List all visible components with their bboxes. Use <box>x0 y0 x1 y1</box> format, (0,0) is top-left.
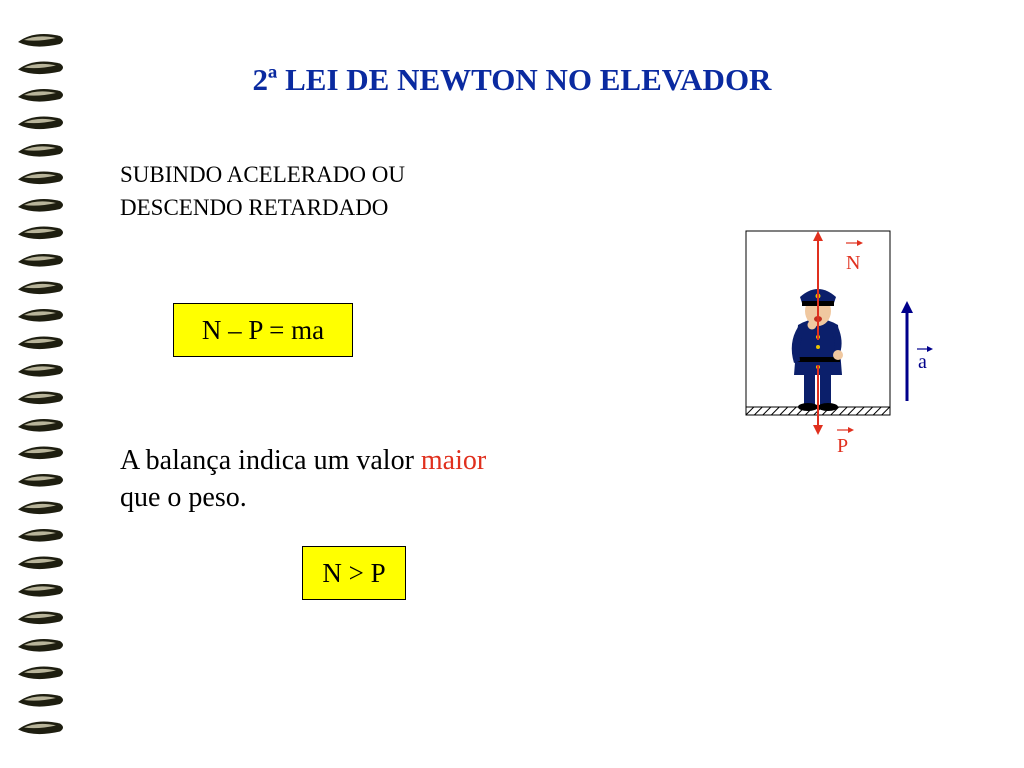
acceleration-arrow <box>901 301 913 401</box>
spiral-ring <box>18 392 63 405</box>
spiral-ring <box>18 419 63 432</box>
scale-statement <box>120 442 600 516</box>
spiral-ring <box>18 694 63 707</box>
spiral-ring <box>18 364 63 377</box>
statement-highlight: maior <box>420 445 487 476</box>
spiral-ring <box>18 667 63 680</box>
spiral-ring <box>18 309 63 322</box>
subtitle-line-2: DESCENDO RETARDADO <box>120 195 389 220</box>
spiral-ring <box>18 144 63 157</box>
statement-text-before: A balança indica um valor <box>120 445 421 476</box>
weight-vector-label <box>837 427 854 457</box>
condition-subtitle <box>120 158 405 224</box>
notebook-spiral-binding <box>14 0 74 768</box>
spiral-ring <box>18 557 63 570</box>
elevator-diagram <box>740 225 960 465</box>
equation-box: N – P = ma <box>173 303 353 357</box>
statement-text-after: que o peso. <box>120 482 247 513</box>
spiral-ring <box>18 172 63 185</box>
spiral-ring <box>18 337 63 350</box>
spiral-ring <box>18 227 63 240</box>
spiral-ring <box>18 502 63 515</box>
subtitle-line-1: SUBINDO ACELERADO OU <box>120 162 405 187</box>
acceleration-label: a <box>918 351 927 373</box>
spiral-ring <box>18 199 63 212</box>
spiral-ring <box>18 117 63 130</box>
normal-vector-label <box>846 240 863 274</box>
acceleration-vector-label <box>917 346 933 373</box>
inequality-box: N > P <box>302 546 406 600</box>
spiral-ring <box>18 474 63 487</box>
weight-label: P <box>837 435 849 457</box>
spiral-ring <box>18 722 63 735</box>
spiral-ring <box>18 447 63 460</box>
spiral-ring <box>18 639 63 652</box>
page-title: 2ª LEI DE NEWTON NO ELEVADOR <box>252 62 772 97</box>
spiral-ring <box>18 254 63 267</box>
spiral-ring <box>18 612 63 625</box>
spiral-ring <box>18 584 63 597</box>
normal-label: N <box>846 252 861 274</box>
spiral-ring <box>18 529 63 542</box>
spiral-ring <box>18 34 63 47</box>
spiral-ring <box>18 282 63 295</box>
